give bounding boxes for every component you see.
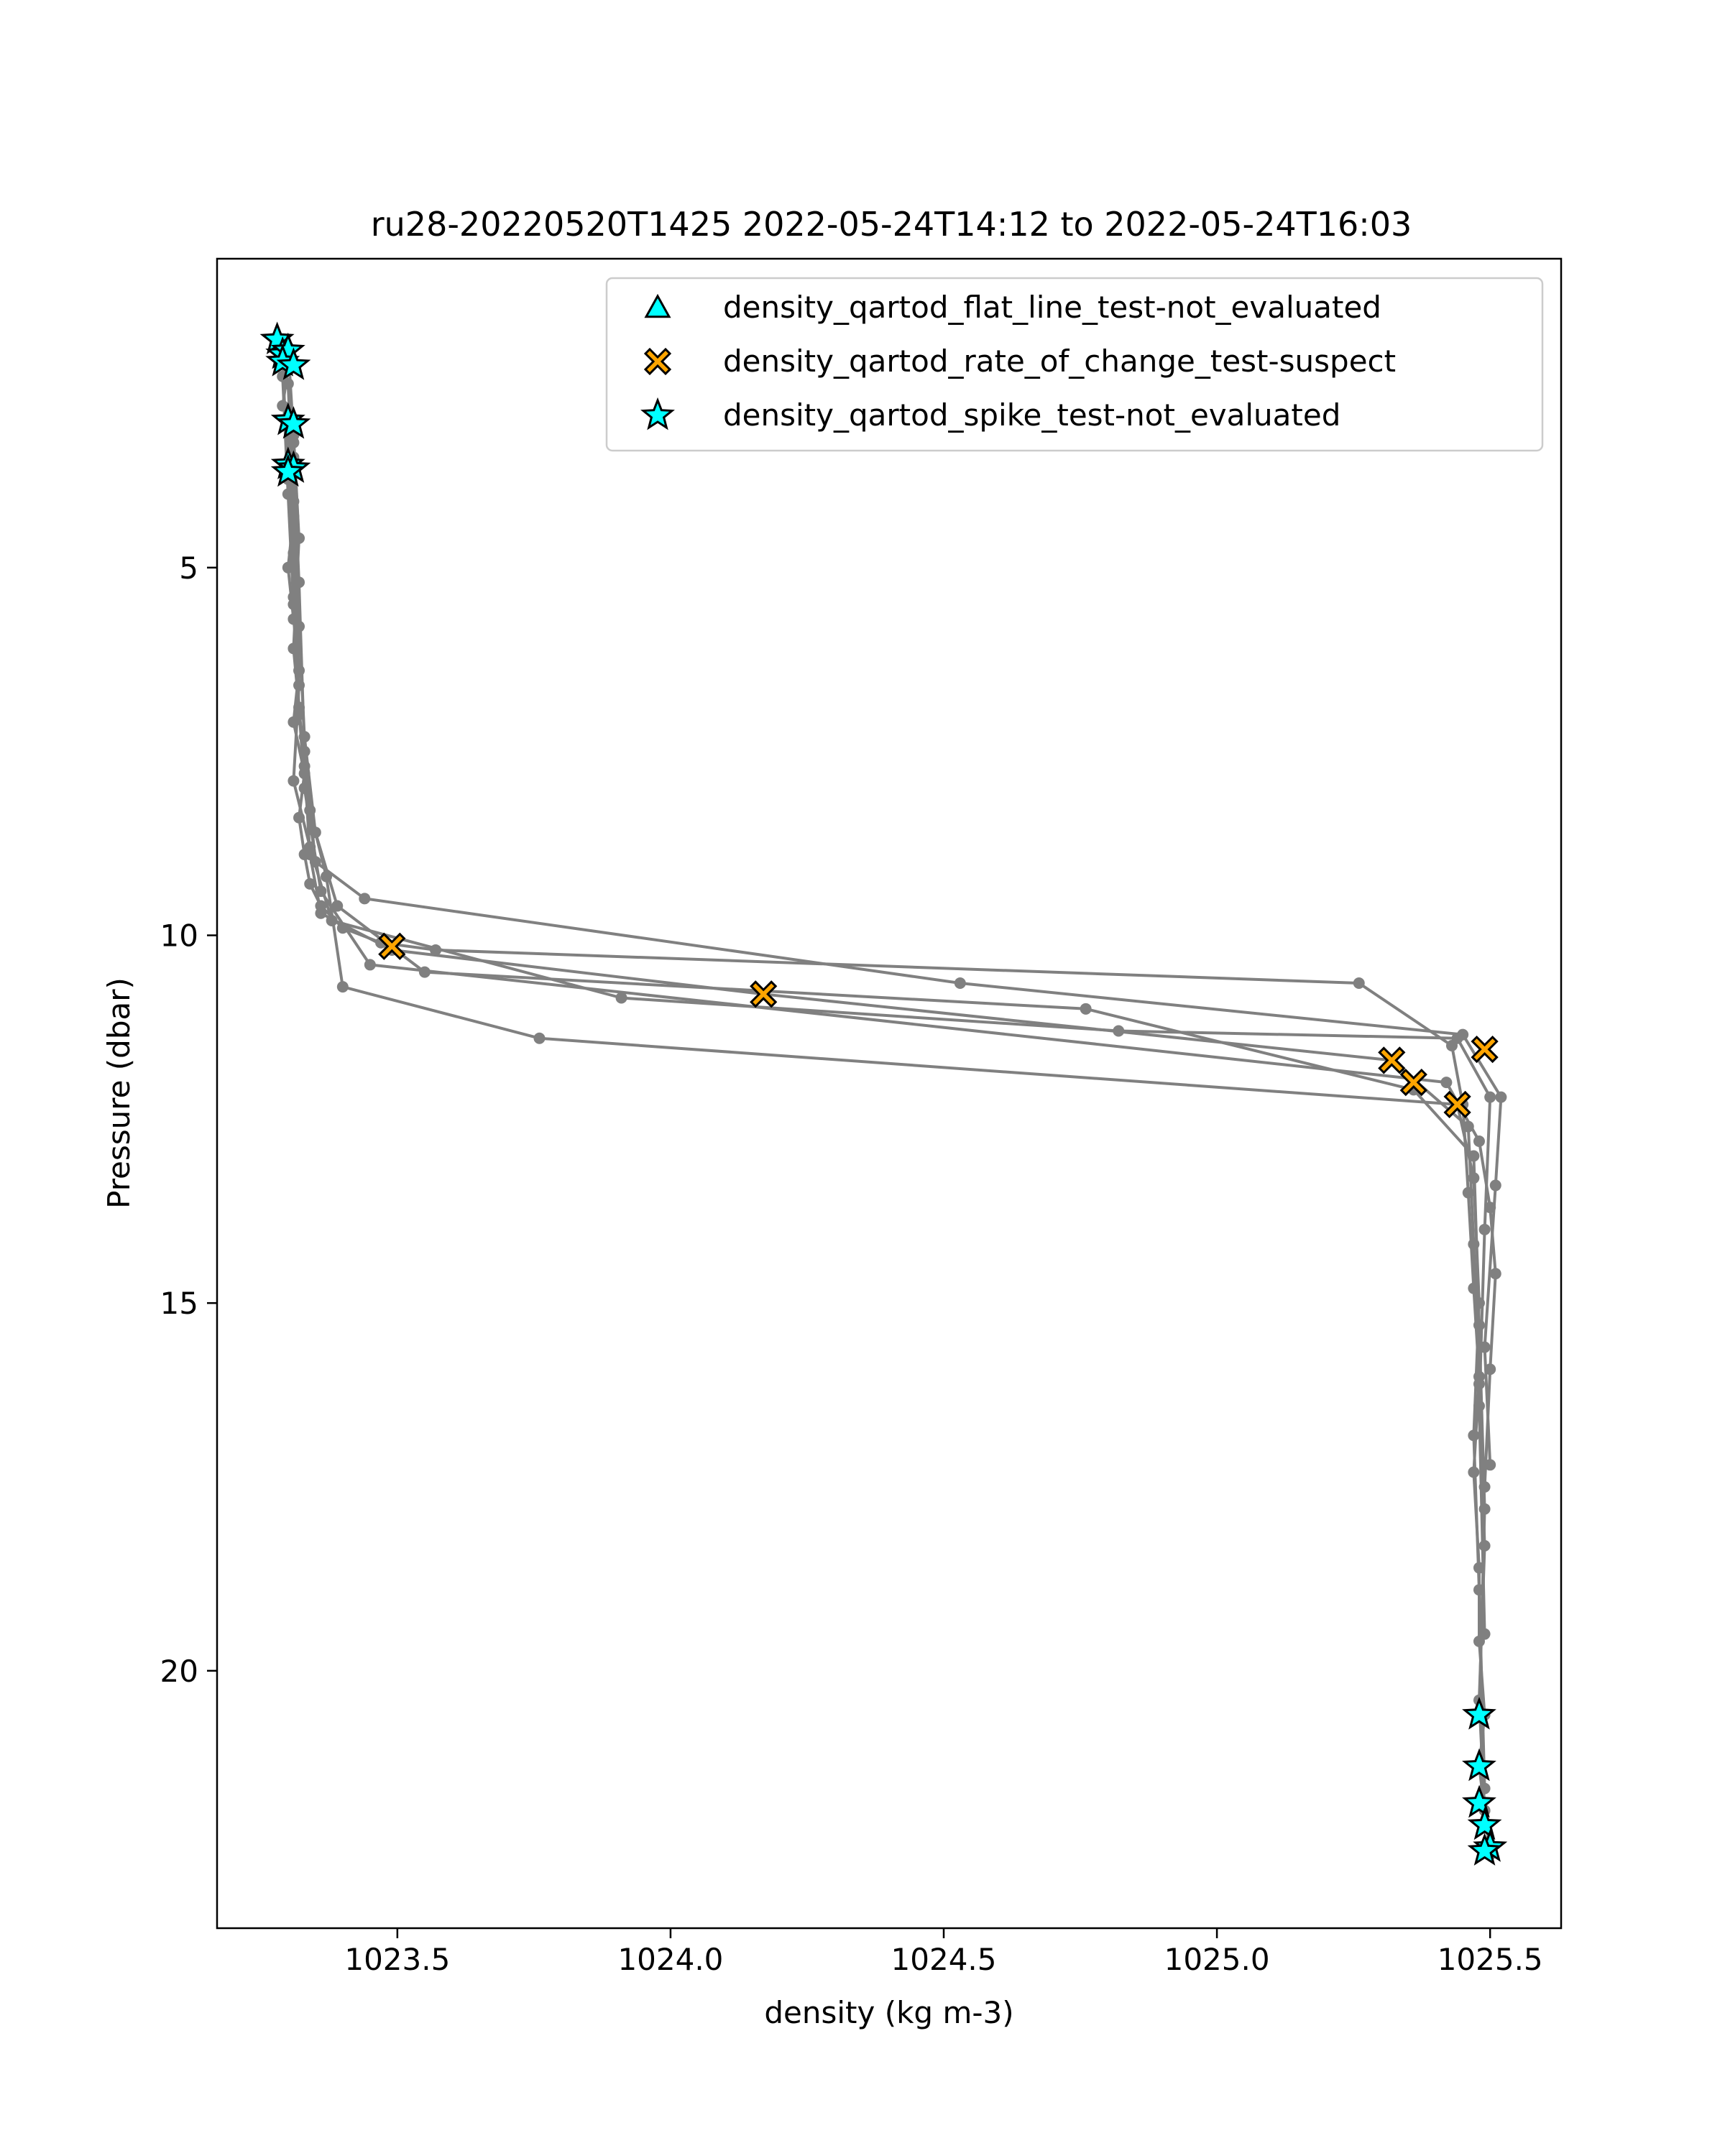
- legend-label-spike: density_qartod_spike_test-not_evaluated: [723, 397, 1341, 433]
- x-axis-label: density (kg m-3): [764, 1995, 1014, 2030]
- x-tick-label: 1024.0: [617, 1942, 724, 1977]
- x-tick-label: 1025.5: [1437, 1942, 1543, 1977]
- profile-point: [1495, 1092, 1506, 1103]
- profile-point: [282, 488, 294, 499]
- profile-point: [364, 959, 376, 970]
- legend-label-rate-of-change: density_qartod_rate_of_change_test-suspect: [723, 344, 1397, 379]
- profile-point: [315, 908, 326, 919]
- profile-point: [1490, 1179, 1501, 1191]
- y-tick-label: 20: [160, 1653, 198, 1689]
- profile-point: [299, 783, 310, 794]
- profile-point: [1479, 1628, 1491, 1640]
- profile-point: [1484, 1202, 1496, 1213]
- profile-point: [1468, 1429, 1479, 1441]
- profile-line: [288, 384, 1485, 1715]
- profile-point: [337, 981, 349, 992]
- profile-point: [1479, 1342, 1491, 1353]
- profile-point: [1484, 1363, 1496, 1375]
- profile-point: [315, 885, 326, 897]
- profile-point: [1473, 1400, 1485, 1411]
- x-tick-label: 1024.5: [891, 1942, 997, 1977]
- profile-line: [288, 420, 1490, 1634]
- legend-label-flat-line: density_qartod_flat_line_test-not_evaluated: [723, 290, 1381, 325]
- x-tick-label: 1025.0: [1164, 1942, 1270, 1977]
- profile-point: [1353, 977, 1365, 989]
- y-axis-ticks: [160, 550, 217, 1689]
- profile-line: [282, 340, 1490, 1855]
- profile-point: [359, 893, 370, 904]
- profile-point: [1473, 1135, 1485, 1147]
- x-axis-ticks: [344, 1928, 1542, 1977]
- y-tick-label: 10: [160, 918, 198, 954]
- profile-point: [1457, 1029, 1468, 1041]
- profile-point: [293, 701, 305, 713]
- profile-point: [533, 1033, 545, 1044]
- profile-point: [1113, 1026, 1124, 1037]
- profile-point: [1490, 1268, 1501, 1279]
- profile-line: [282, 377, 1496, 1487]
- x-tick-label: 1023.5: [344, 1942, 451, 1977]
- profile-point: [954, 977, 966, 989]
- profile-line: [288, 347, 1485, 1811]
- profile-point: [1484, 1092, 1496, 1103]
- profile-point: [1440, 1077, 1452, 1088]
- profile-line: [282, 361, 1484, 1788]
- profile-point: [1479, 1224, 1491, 1235]
- chart-title: ru28-20220520T1425 2022-05-24T14:12 to 2022-05-24T16:03: [370, 205, 1412, 244]
- profile-point: [293, 576, 305, 588]
- plot-area-frame: [217, 259, 1561, 1928]
- y-tick-label: 5: [179, 550, 198, 586]
- legend: [607, 278, 1542, 451]
- profile-point: [288, 599, 299, 610]
- profile-point: [1468, 1172, 1479, 1184]
- profile-lines: [277, 334, 1506, 1861]
- profile-point: [1479, 1481, 1491, 1493]
- profile-point: [288, 775, 299, 787]
- profile-point: [326, 915, 338, 926]
- qc-flag-spike-marker: [1471, 1836, 1499, 1864]
- qc-flag-rate-of-change-marker: [1473, 1037, 1497, 1061]
- y-tick-label: 15: [160, 1286, 198, 1322]
- profile-point: [1080, 1003, 1092, 1015]
- y-axis-label: Pressure (dbar): [101, 977, 137, 1209]
